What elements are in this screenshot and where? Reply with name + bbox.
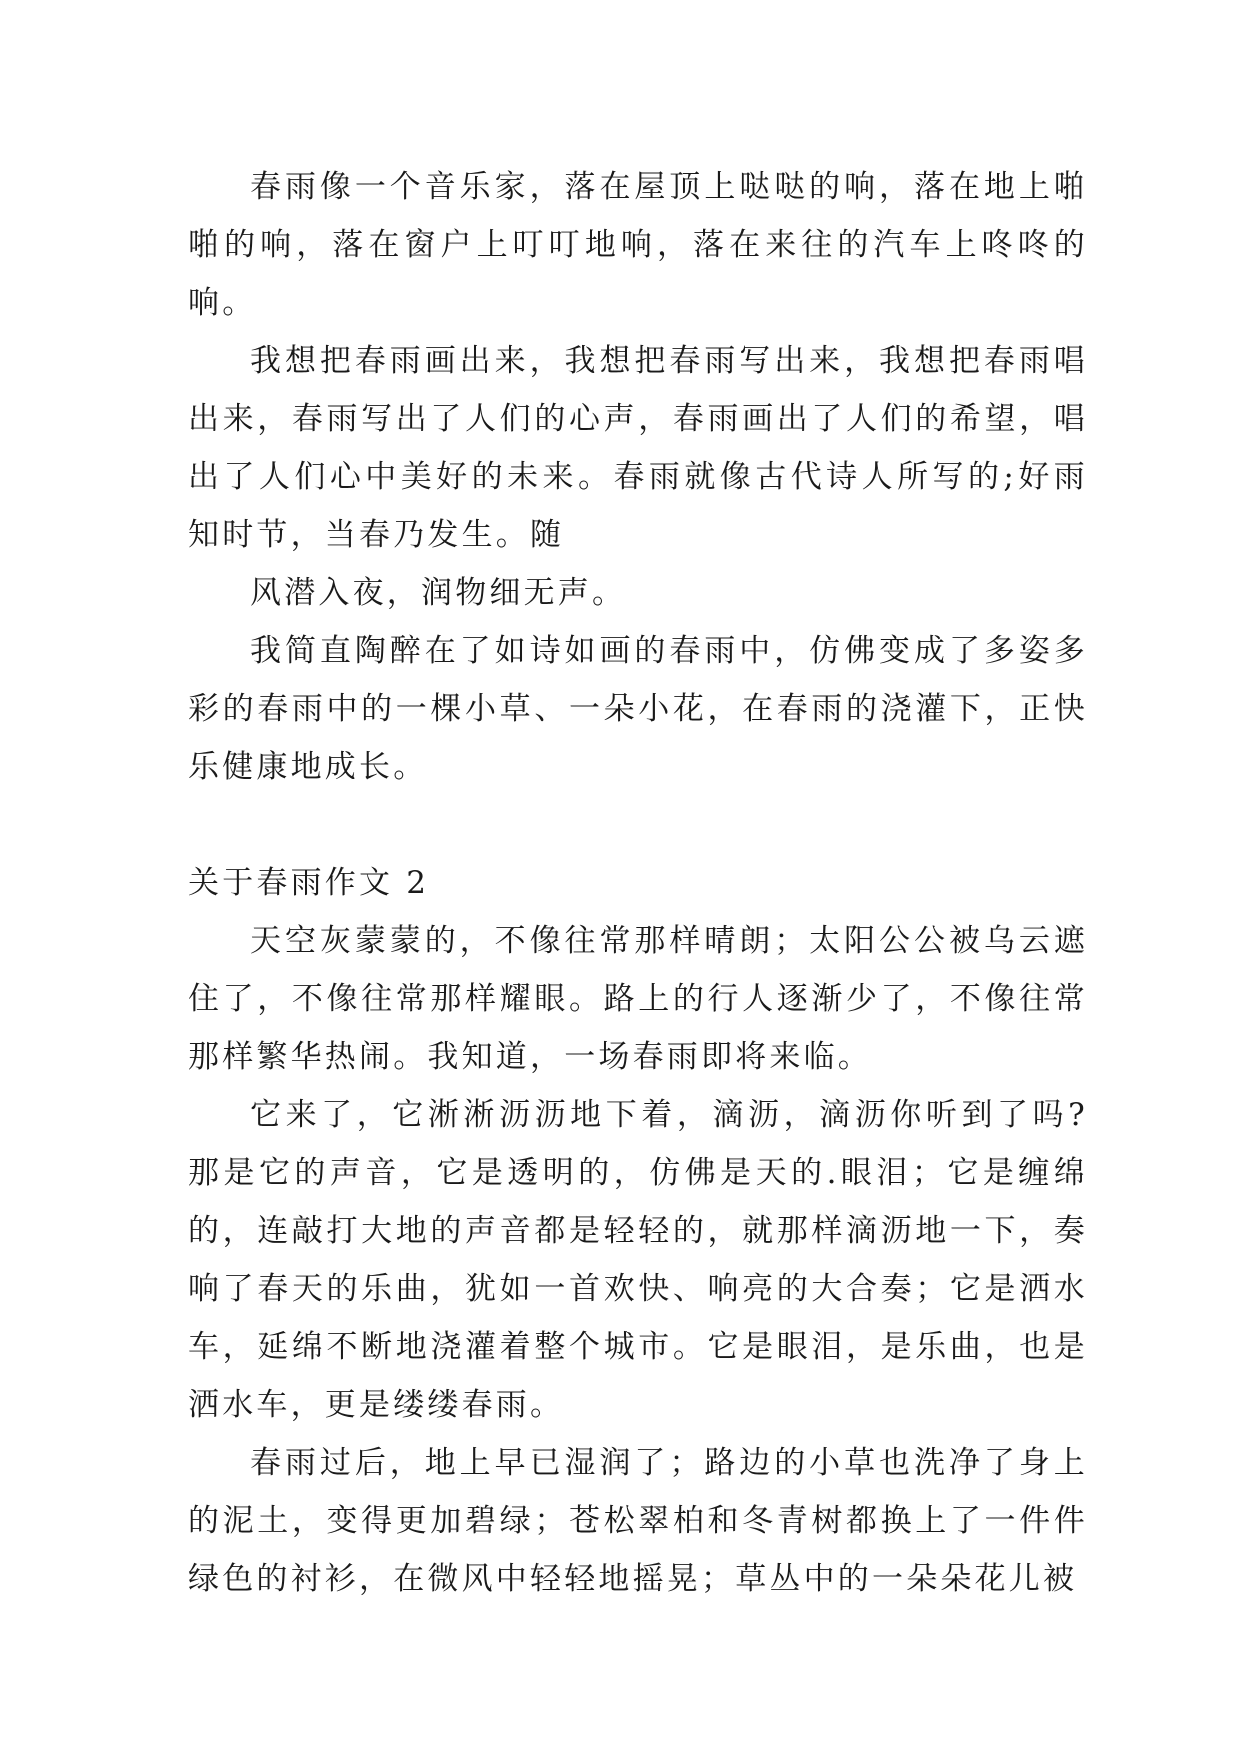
- paragraph-music: 春雨像一个音乐家，落在屋顶上哒哒的响，落在地上啪啪的响，落在窗户上叮叮地响，落在来往的汽车上咚咚的响。: [188, 169, 1088, 321]
- paragraph-grey-sky: 天空灰蒙蒙的，不像往常那样晴朗；太阳公公被乌云遮住了，不像往常那样耀眼。路上的行人逐渐少了，不像往常那样繁华热闹。我知道，一场春雨即将来临。: [188, 923, 1088, 1075]
- paragraph-poem-line: 风潜入夜，润物细无声。: [250, 575, 627, 611]
- document-body: [188, 158, 1088, 1608]
- paragraph-intoxicated: 我简直陶醉在了如诗如画的春雨中，仿佛变成了多姿多彩的春雨中的一棵小草、一朵小花，在春雨的浇灌下，正快乐健康地成长。: [188, 633, 1088, 785]
- paragraph-paint-rain: 我想把春雨画出来，我想把春雨写出来，我想把春雨唱出来，春雨写出了人们的心声，春雨画出了人们的希望，唱出了人们心中美好的未来。春雨就像古代诗人所写的;好雨知时节，当春乃发生。随: [188, 343, 1088, 553]
- paragraph-after-rain: 春雨过后，地上早已湿润了；路边的小草也洗净了身上的泥土，变得更加碧绿；苍松翠柏和冬青树都换上了一件件绿色的衬衫，在微风中轻轻地摇晃；草丛中的一朵朵花儿被: [188, 1445, 1088, 1597]
- section-heading: 关于春雨作文 2: [188, 865, 430, 901]
- paragraph-it-came: 它来了，它淅淅沥沥地下着，滴沥，滴沥你听到了吗?那是它的声音，它是透明的，仿佛是天的.眼泪；它是缠绵的，连敲打大地的声音都是轻轻的，就那样滴沥地一下，奏响了春天的乐曲，犹如一首欢快、响亮的大合奏；它是洒水车，延绵不断地浇灌着整个城市。它是眼泪，是乐曲，也是洒水车，更是缕缕春雨。: [188, 1097, 1088, 1423]
